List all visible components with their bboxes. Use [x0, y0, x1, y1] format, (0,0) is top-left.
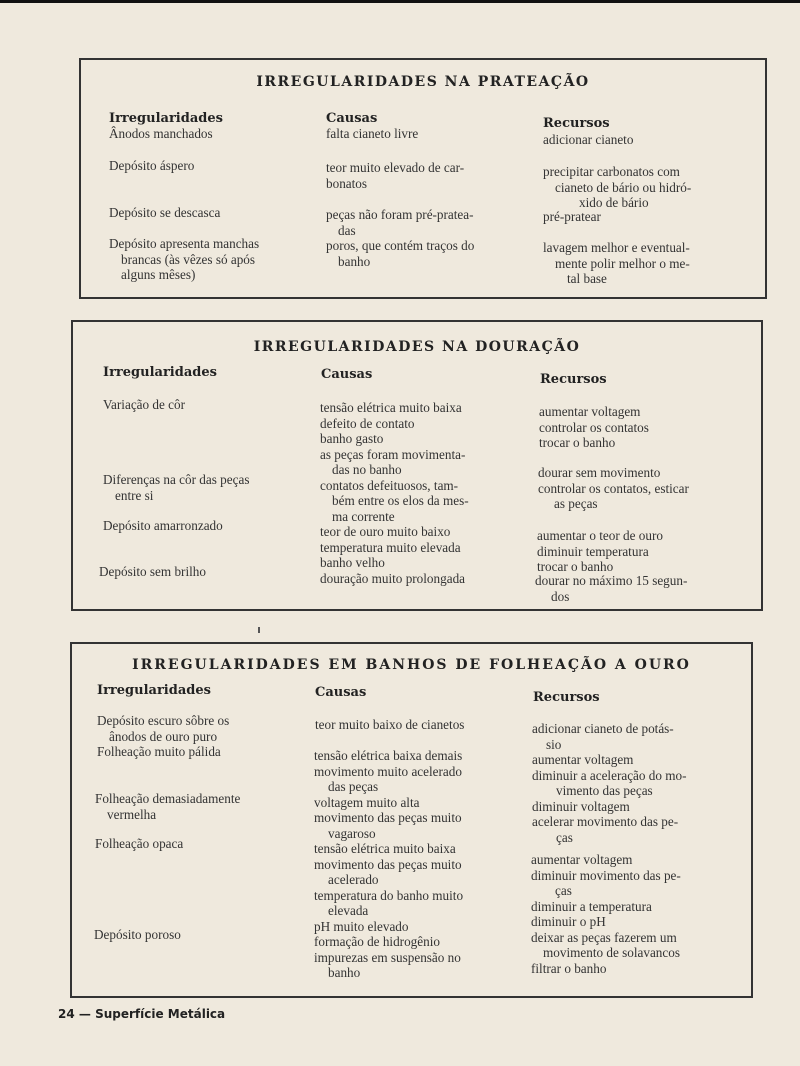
recurso-cell: aumentar voltagem diminuir movimento das pe- ças diminuir a temperatura diminuir o pH deixar as peças fazerem um movimento de solavancos filtrar o banho — [531, 852, 681, 976]
irregularidade-cell: Depósito se descasca — [109, 205, 221, 220]
causa-cell: falta cianeto livre — [326, 126, 419, 141]
header-causas: Causas — [321, 367, 373, 382]
table-title: IRREGULARIDADES NA PRATEAÇÃO — [256, 74, 590, 90]
causa-cell: teor muito baixo de cianetos — [315, 717, 465, 732]
recurso-cell: dourar sem movimento controlar os contatos, esticar as peças — [538, 465, 689, 511]
causa-cell: poros, que contém traços do banho — [326, 238, 475, 269]
header-irregularidades: Irregularidades — [97, 683, 211, 698]
header-recursos: Recursos — [540, 372, 607, 387]
causa-cell: peças não foram pré-pratea- das — [326, 207, 474, 238]
publication-name: Superfície Metálica — [95, 1007, 226, 1021]
header-recursos: Recursos — [543, 116, 610, 131]
table-douracao — [71, 320, 763, 611]
page-footer — [58, 1007, 225, 1021]
irregularidade-cell: Folheação demasiadamente vermelha — [95, 791, 241, 822]
irregularidade-cell: Depósito poroso — [94, 927, 181, 942]
table-title: IRREGULARIDADES NA DOURAÇÃO — [253, 339, 581, 355]
recurso-cell: adicionar cianeto de potás- sio — [532, 721, 674, 752]
recurso-cell: aumentar voltagem controlar os contatos trocar o banho — [539, 404, 649, 450]
table-folheacao — [70, 642, 753, 998]
recurso-cell: lavagem melhor e eventual- mente polir melhor o me- tal base — [543, 240, 690, 286]
recurso-cell: precipitar carbonatos com cianeto de bário ou hidró- xido de bário — [543, 164, 692, 210]
recurso-cell: dourar no máximo 15 segun- dos — [535, 573, 688, 604]
irregularidade-cell: Depósito áspero — [109, 158, 195, 173]
irregularidade-cell: Folheação opaca — [95, 836, 184, 851]
table-prateacao — [79, 58, 767, 299]
causa-cell: teor muito elevado de car- bonatos — [326, 160, 465, 191]
page-number: 24 — [58, 1007, 75, 1021]
recurso-cell: aumentar o teor de ouro diminuir temperatura trocar o banho — [537, 528, 663, 574]
irregularidade-cell: Depósito amarronzado — [103, 518, 223, 533]
header-causas: Causas — [315, 685, 367, 700]
causa-cell: tensão elétrica muito baixa defeito de contato banho gasto as peças foram movimenta- das no banho contatos defeituosos, tam- bém entre os elos da mes- ma corrente teor de ouro muito baixo temperatura muito elevada banho velho douração muito prolongada — [320, 400, 469, 586]
scan-mark — [258, 627, 260, 633]
recurso-cell: adicionar cianeto — [543, 132, 634, 147]
irregularidade-cell: Depósito escuro sôbre os ânodos de ouro puro — [97, 713, 230, 744]
header-causas: Causas — [326, 111, 378, 126]
irregularidade-cell: Depósito apresenta manchas brancas (às vêzes só após alguns mêses) — [109, 236, 260, 282]
recurso-cell: aumentar voltagem diminuir a aceleração do mo- vimento das peças diminuir voltagem acelerar movimento das pe- ças — [532, 752, 687, 845]
irregularidade-cell: Variação de côr — [103, 397, 186, 412]
causa-cell: tensão elétrica baixa demais movimento muito acelerado das peças voltagem muito alta movimento das peças muito vagaroso tensão elétrica muito baixa movimento das peças muito acelerado temperatura do banho muito elevada pH muito elevado formação de hidrogênio impurezas em suspensão no banho — [314, 748, 464, 980]
irregularidade-cell: Depósito sem brilho — [99, 564, 206, 579]
irregularidade-cell: Folheação muito pálida — [97, 744, 221, 759]
footer-separator: — — [78, 1007, 91, 1021]
header-irregularidades: Irregularidades — [103, 365, 217, 380]
recurso-cell: pré-pratear — [543, 209, 601, 224]
irregularidade-cell: Diferenças na côr das peças entre si — [103, 472, 250, 503]
header-recursos: Recursos — [533, 690, 600, 705]
irregularidade-cell: Ânodos manchados — [109, 126, 213, 141]
scan-top-edge — [0, 0, 800, 3]
header-irregularidades: Irregularidades — [109, 111, 223, 126]
table-title: IRREGULARIDADES EM BANHOS DE FOLHEAÇÃO A OURO — [132, 657, 691, 673]
